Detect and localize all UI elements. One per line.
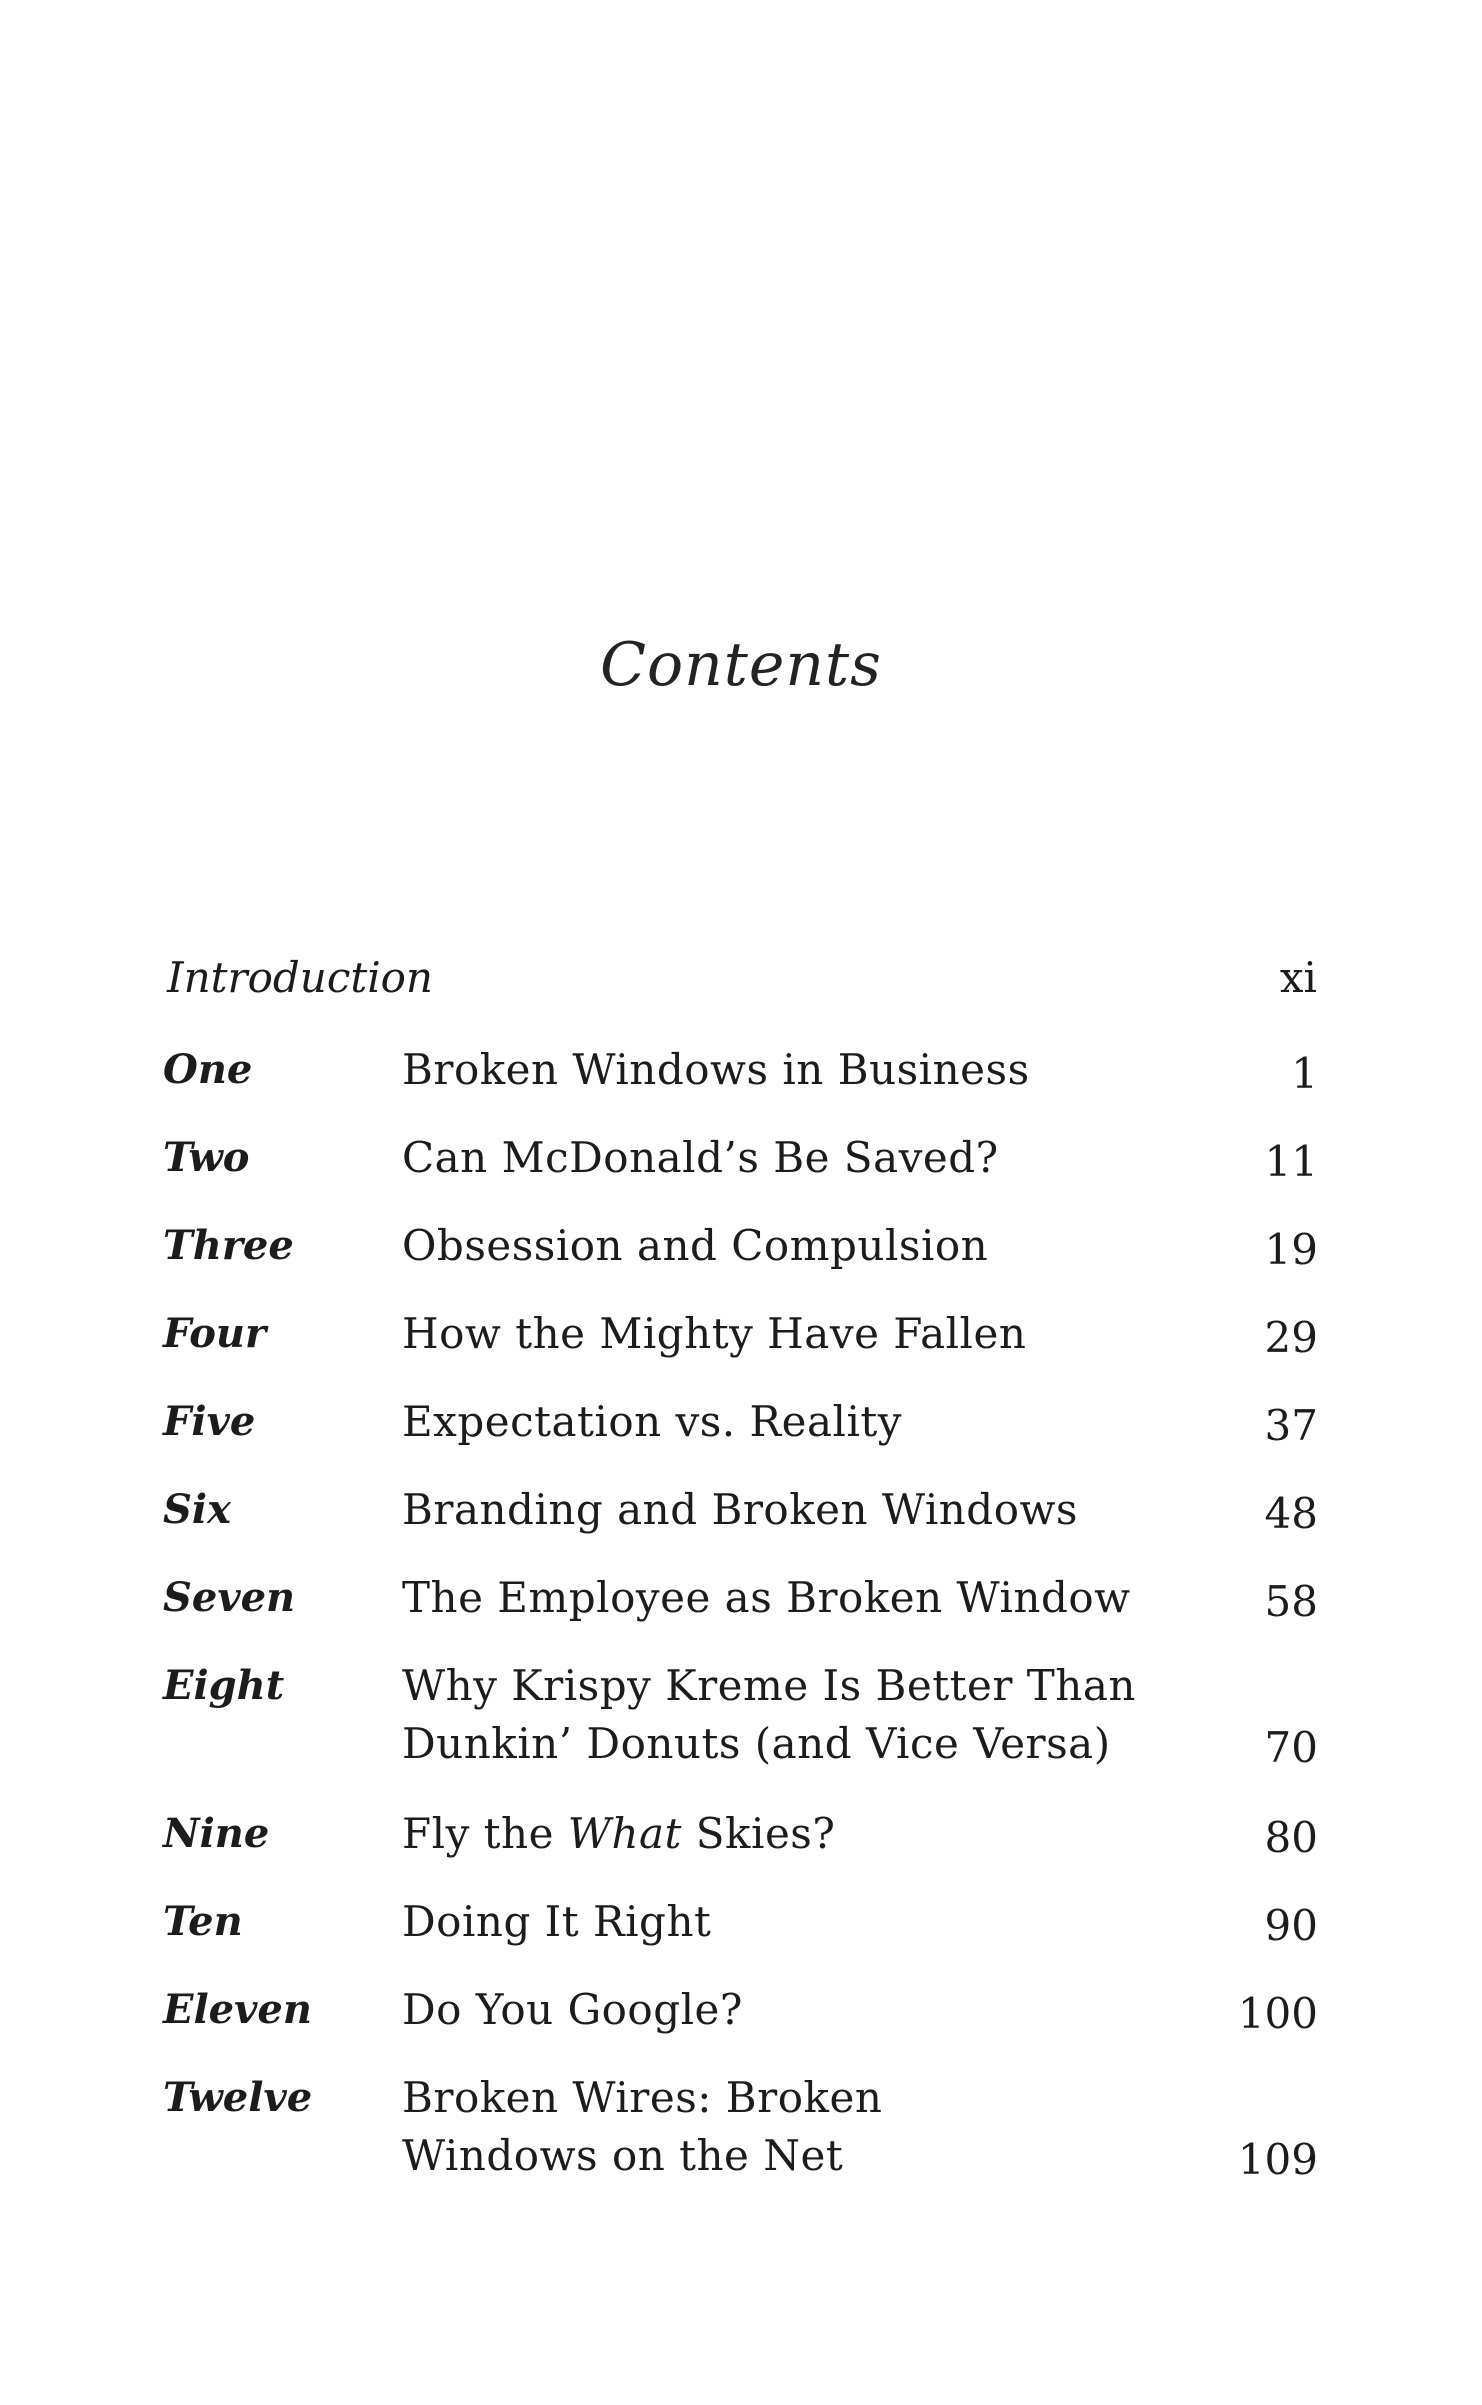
chapter-title-prefix: Fly the [402,1809,568,1858]
chapter-title [402,1481,1318,1539]
chapter-title [402,1569,1318,1627]
toc-row-chapter-two [163,1129,1318,1217]
chapter-number: Six [163,1486,231,1533]
chapter-title-emphasis: What [567,1809,682,1858]
chapter-title-line: Broken Windows in Business [402,1045,1030,1094]
chapter-page-number: 58 [1264,1577,1318,1626]
page-title: Contents [600,630,882,700]
chapter-title-line: Windows on the Net [402,2131,844,2180]
toc-row-chapter-one [163,1041,1318,1129]
chapter-page-number: 11 [1264,1137,1318,1186]
toc-row-chapter-six [163,1481,1318,1569]
chapter-number: Twelve [163,2074,313,2121]
chapter-page-number: 37 [1264,1401,1318,1450]
chapter-title [402,2069,1318,2185]
chapter-page-number: 109 [1237,2135,1318,2184]
chapter-title-line: Do You Google? [402,1985,743,2034]
chapter-page-number: 48 [1264,1489,1318,1538]
chapter-title-suffix: Skies? [681,1809,836,1858]
toc-row-chapter-ten [163,1893,1318,1981]
chapter-title [402,1041,1318,1099]
toc-row-chapter-nine [163,1805,1318,1893]
chapter-title-line [402,1805,1318,1863]
chapter-number: Seven [163,1574,296,1621]
chapter-page-number: 100 [1237,1989,1318,2038]
chapter-title-line: Expectation vs. Reality [402,1397,902,1446]
chapter-title [402,1305,1318,1363]
chapter-title-line: Why Krispy Kreme Is Better Than [402,1661,1136,1710]
chapter-title-line: The Employee as Broken Window [402,1573,1131,1622]
toc-row-chapter-three [163,1217,1318,1305]
chapter-page-number: 70 [1264,1723,1318,1772]
table-of-contents [163,1041,1318,2217]
chapter-page-number: 19 [1264,1225,1318,1274]
chapter-title-line: Doing It Right [402,1897,712,1946]
chapter-page-number: 1 [1291,1049,1318,1098]
chapter-number: Five [163,1398,256,1445]
introduction-label: Introduction [167,953,433,1002]
chapter-number: Ten [163,1898,243,1945]
toc-row-chapter-eleven [163,1981,1318,2069]
toc-row-introduction [167,953,1317,1013]
chapter-title [402,1893,1318,1951]
toc-row-chapter-four [163,1305,1318,1393]
chapter-title [402,1657,1318,1773]
toc-row-chapter-twelve [163,2069,1318,2217]
toc-row-chapter-eight [163,1657,1318,1805]
chapter-title-line: Broken Wires: Broken [402,2073,883,2122]
chapter-title [402,1129,1318,1187]
chapter-title-line: Can McDonald’s Be Saved? [402,1133,999,1182]
chapter-title-line: Obsession and Compulsion [402,1221,989,1270]
chapter-page-number: 90 [1264,1901,1318,1950]
toc-row-chapter-five [163,1393,1318,1481]
chapter-title-line: Dunkin’ Donuts (and Vice Versa) [402,1719,1111,1768]
chapter-number: Eleven [163,1986,312,2033]
chapter-number: One [163,1046,253,1093]
chapter-number: Eight [163,1662,285,1709]
chapter-title-line: How the Mighty Have Fallen [402,1309,1027,1358]
toc-row-chapter-seven [163,1569,1318,1657]
chapter-number: Nine [163,1810,270,1857]
chapter-title [402,1805,1318,1863]
chapter-page-number: 29 [1264,1313,1318,1362]
chapter-number: Four [163,1310,267,1357]
chapter-title [402,1981,1318,2039]
chapter-title [402,1393,1318,1451]
chapter-title-line: Branding and Broken Windows [402,1485,1078,1534]
chapter-number: Three [163,1222,294,1269]
chapter-page-number: 80 [1264,1813,1318,1862]
chapter-number: Two [163,1134,250,1181]
chapter-title [402,1217,1318,1275]
introduction-page-number: xi [1279,953,1317,1002]
